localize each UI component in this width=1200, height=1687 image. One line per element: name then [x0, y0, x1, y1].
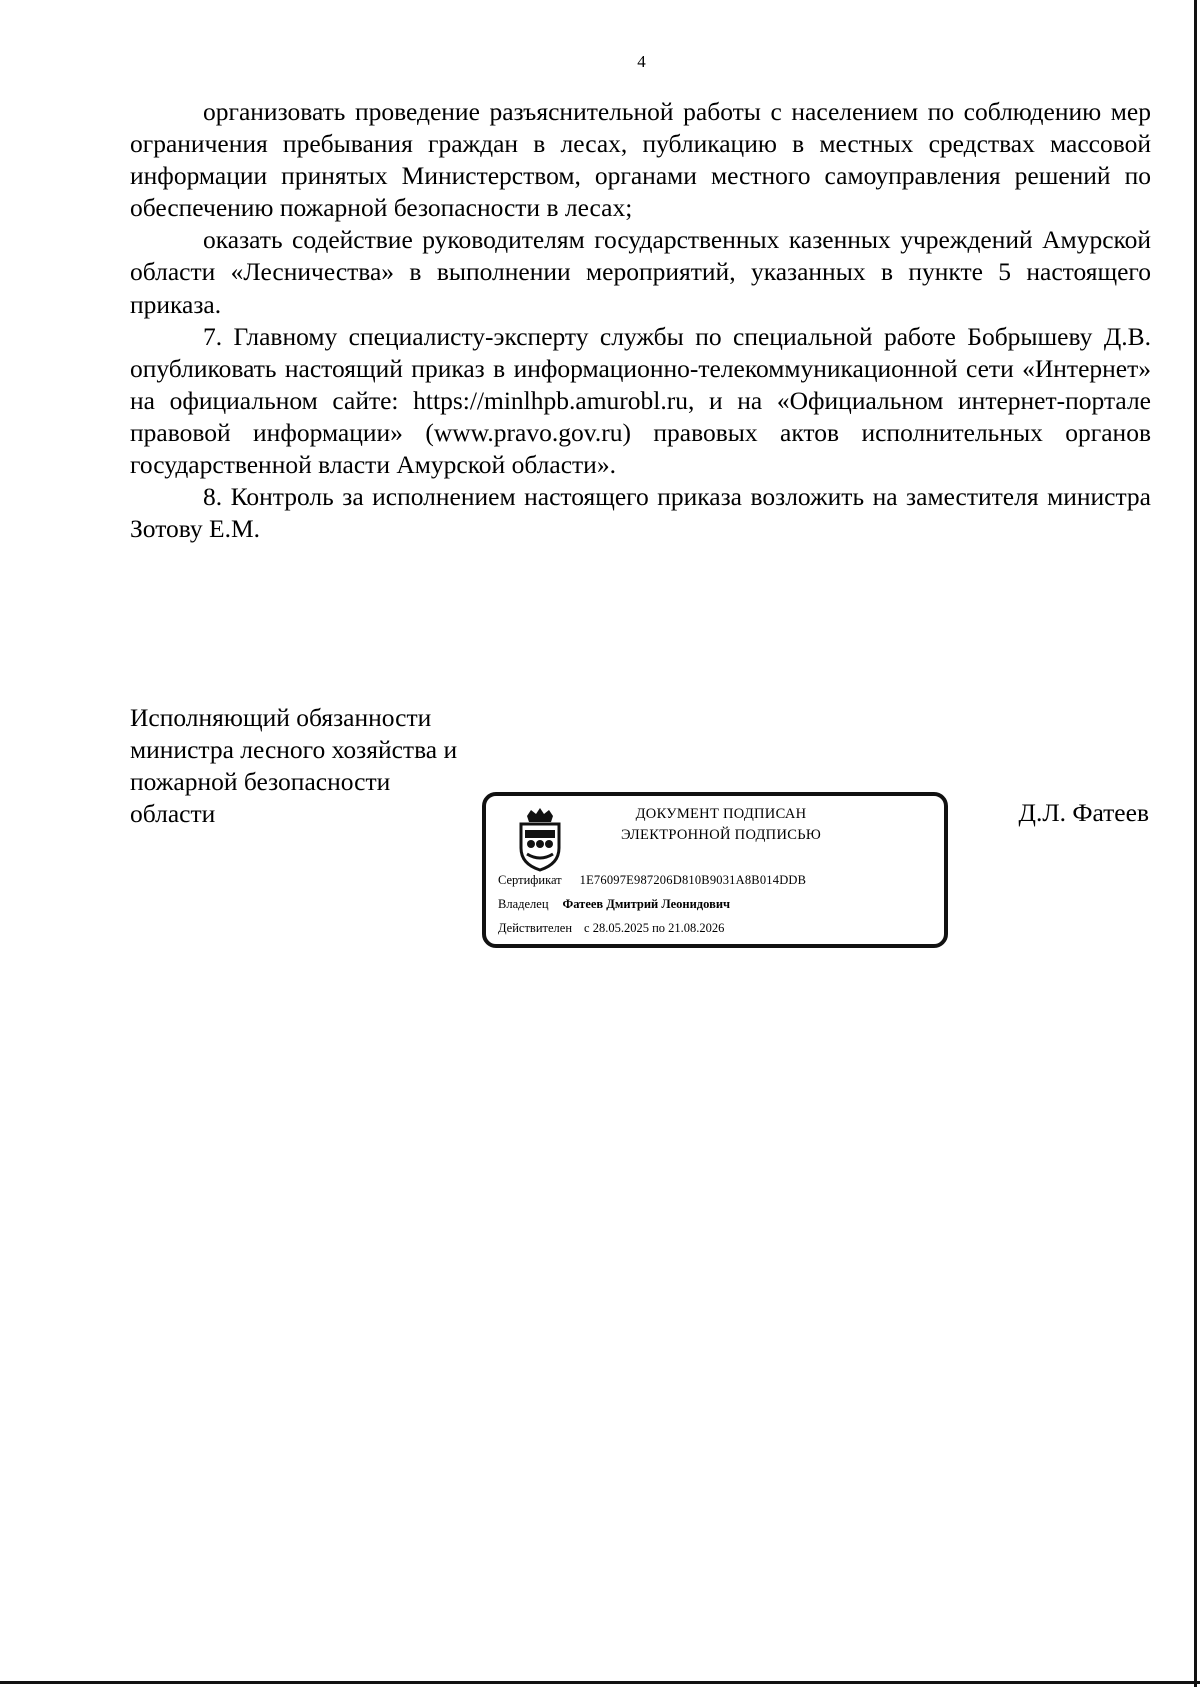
signer-position-line: области: [130, 799, 216, 828]
scan-border-bottom: [0, 1681, 1200, 1684]
certificate-label: Сертификат: [498, 873, 562, 887]
stamp-owner-row: [498, 897, 730, 912]
page-number: 4: [637, 52, 646, 71]
validity-value: с 28.05.2025 по 21.08.2026: [584, 921, 725, 935]
stamp-validity-row: [498, 921, 724, 936]
signer-position: [130, 702, 457, 830]
paragraph-item-8-control: 8. Контроль за исполнением настоящего приказа возложить на заместителя министра Зотову Е.М.: [130, 482, 1151, 544]
paragraph-explanatory-work: организовать проведение разъяснительной работы с населением по соблюдению мер ограничения пребывания граждан в лесах, публикацию в местных средствах массовой информации принятых Министерством, органами местного самоуправления решений по обеспечению пожарной безопасности в лесах;: [130, 97, 1151, 223]
amur-coat-of-arms-icon: [517, 806, 563, 872]
stamp-title-line: ЭЛЕКТРОННОЙ ПОДПИСЬЮ: [620, 827, 822, 843]
signer-position-line: пожарной безопасности: [130, 767, 391, 796]
paragraph-item-7-publication: 7. Главному специалисту-эксперту службы по специальной работе Бобрышеву Д.В. опубликовать настоящий приказ в информационно-телекоммуникационной сети «Интернет» на официальном сайте: https://minlhpb.amurobl.ru, и на «Официальном интернет-портале правовой информации» (www.pravo.gov.ru) правовых актов исполнительных органов государственной власти Амурской области».: [130, 321, 1151, 480]
electronic-signature-stamp: [482, 792, 948, 948]
signer-position-line: министра лесного хозяйства и: [130, 735, 458, 764]
stamp-title-line: ДОКУМЕНТ ПОДПИСАН: [635, 806, 807, 822]
scan-border-right: [1194, 0, 1197, 1687]
owner-label: Владелец: [498, 897, 549, 911]
signer-name: Д.Л. Фатеев: [1018, 798, 1149, 827]
certificate-value: 1E76097E987206D810B9031A8B014DDB: [579, 873, 807, 887]
body-text: [130, 96, 1151, 545]
signer-position-line: Исполняющий обязанности: [130, 703, 432, 732]
validity-label: Действителен: [498, 921, 573, 935]
paragraph-assistance: оказать содействие руководителям государственных казенных учреждений Амурской области «Лесничества» в выполнении мероприятий, указанных в пункте 5 настоящего приказа.: [130, 225, 1151, 319]
owner-value: Фатеев Дмитрий Леонидович: [562, 897, 731, 911]
stamp-certificate-row: [498, 873, 806, 888]
stamp-title: [576, 804, 866, 846]
